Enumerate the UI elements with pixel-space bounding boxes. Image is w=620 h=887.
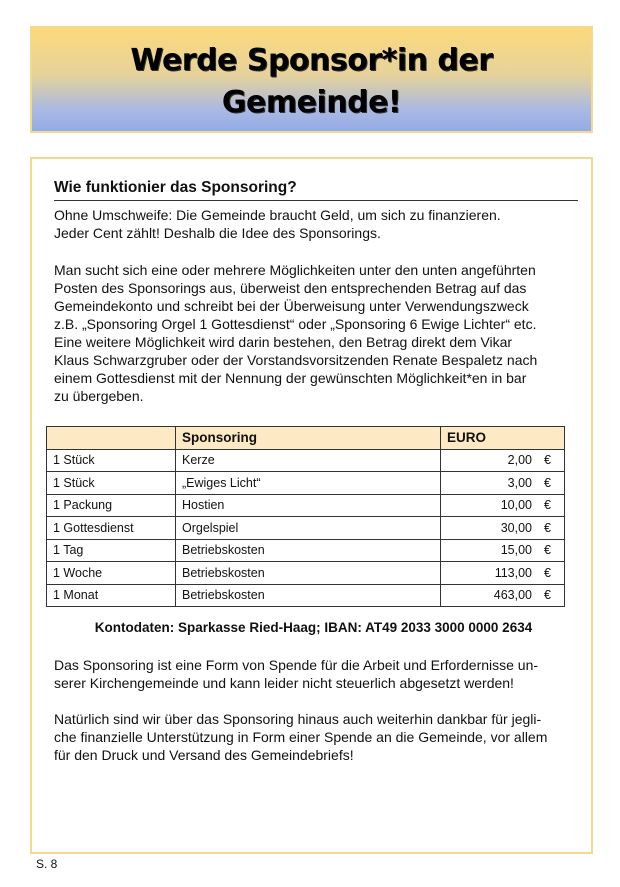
page-number: S. 8 [36, 857, 58, 871]
instructions-line: z.B. „Sponsoring Orgel 1 Gottesdienst“ oder „Sponsoring 6 Ewige Lichter“ etc. [54, 316, 537, 332]
column-header-quantity [47, 427, 176, 450]
price-cell: 463,00 [441, 584, 539, 607]
section-heading: Wie funktionier das Sponsoring? [54, 179, 578, 201]
tax-note-line: Das Sponsoring ist eine Form von Spende für die Arbeit und Erfordernisse un- [54, 657, 539, 673]
currency-cell: € [538, 517, 565, 540]
thanks-line: für den Druck und Versand des Gemeindebriefs! [54, 747, 354, 763]
price-cell: 3,00 [441, 472, 539, 495]
table-row [47, 539, 565, 562]
price-cell: 30,00 [441, 517, 539, 540]
quantity-cell: 1 Gottesdienst [47, 517, 176, 540]
item-cell: Betriebskosten [176, 584, 441, 607]
price-cell: 10,00 [441, 494, 539, 517]
intro-line: Jeder Cent zählt! Deshalb die Idee des Sponsorings. [54, 225, 381, 241]
column-header-sponsoring: Sponsoring [176, 427, 441, 450]
quantity-cell: 1 Woche [47, 562, 176, 585]
table-row [47, 494, 565, 517]
table-row [47, 562, 565, 585]
quantity-cell: 1 Monat [47, 584, 176, 607]
intro-line: Ohne Umschweife: Die Gemeinde braucht Geld, um sich zu finanzieren. [54, 207, 501, 223]
quantity-cell: 1 Stück [47, 449, 176, 472]
quantity-cell: 1 Packung [47, 494, 176, 517]
currency-cell: € [538, 539, 565, 562]
price-cell: 15,00 [441, 539, 539, 562]
instructions-line: Posten des Sponsorings aus, überweist den entsprechenden Betrag auf das [54, 280, 527, 296]
thanks-line: Natürlich sind wir über das Sponsoring hinaus auch weiterhin dankbar für jegli- [54, 711, 542, 727]
currency-cell: € [538, 472, 565, 495]
thanks-line: che finanzielle Unterstützung in Form einer Spende an die Gemeinde, vor allem [54, 729, 548, 745]
item-cell: „Ewiges Licht“ [176, 472, 441, 495]
table-row [47, 472, 565, 495]
price-cell: 2,00 [441, 449, 539, 472]
table-header-row [47, 427, 565, 450]
item-cell: Kerze [176, 449, 441, 472]
table-row [47, 517, 565, 540]
instructions-line: Eine weitere Möglichkeit wird darin bestehen, den Betrag direkt dem Vikar [54, 334, 513, 350]
instructions-line: Man sucht sich eine oder mehrere Möglichkeiten unter den unten angeführten [54, 262, 536, 278]
quantity-cell: 1 Stück [47, 472, 176, 495]
currency-cell: € [538, 562, 565, 585]
table-row [47, 449, 565, 472]
currency-cell: € [538, 494, 565, 517]
item-cell: Betriebskosten [176, 562, 441, 585]
thanks-paragraph [54, 710, 578, 764]
instructions-line: Gemeindekonto und schreibt bei der Überweisung unter Verwendungszweck [54, 298, 529, 314]
content-frame [30, 157, 593, 854]
intro-paragraph [54, 206, 578, 242]
instructions-line: einem Gottesdienst mit der Nennung der gewünschten Möglichkeit*en in bar [54, 370, 527, 386]
title-line-1: Werde Sponsor*in der [130, 43, 493, 78]
page-title [32, 40, 591, 124]
instructions-line: Klaus Schwarzgruber oder der Vorstandsvorsitzenden Renate Bespaletz nach [54, 352, 538, 368]
title-line-2: Gemeinde! [221, 85, 402, 120]
sponsoring-table [46, 426, 565, 607]
quantity-cell: 1 Tag [47, 539, 176, 562]
column-header-euro: EURO [441, 427, 565, 450]
item-cell: Orgelspiel [176, 517, 441, 540]
tax-note-line: serer Kirchengemeinde und kann leider nicht steuerlich abgesetzt werden! [54, 675, 514, 691]
bank-details: Kontodaten: Sparkasse Ried-Haag; IBAN: AT49 2033 3000 0000 2634 [94, 620, 533, 635]
item-cell: Betriebskosten [176, 539, 441, 562]
tax-note-paragraph [54, 656, 578, 692]
currency-cell: € [538, 584, 565, 607]
item-cell: Hostien [176, 494, 441, 517]
title-banner [30, 26, 593, 133]
instructions-line: zu übergeben. [54, 388, 144, 404]
currency-cell: € [538, 449, 565, 472]
table-row [47, 584, 565, 607]
price-cell: 113,00 [441, 562, 539, 585]
instructions-paragraph [54, 261, 578, 405]
